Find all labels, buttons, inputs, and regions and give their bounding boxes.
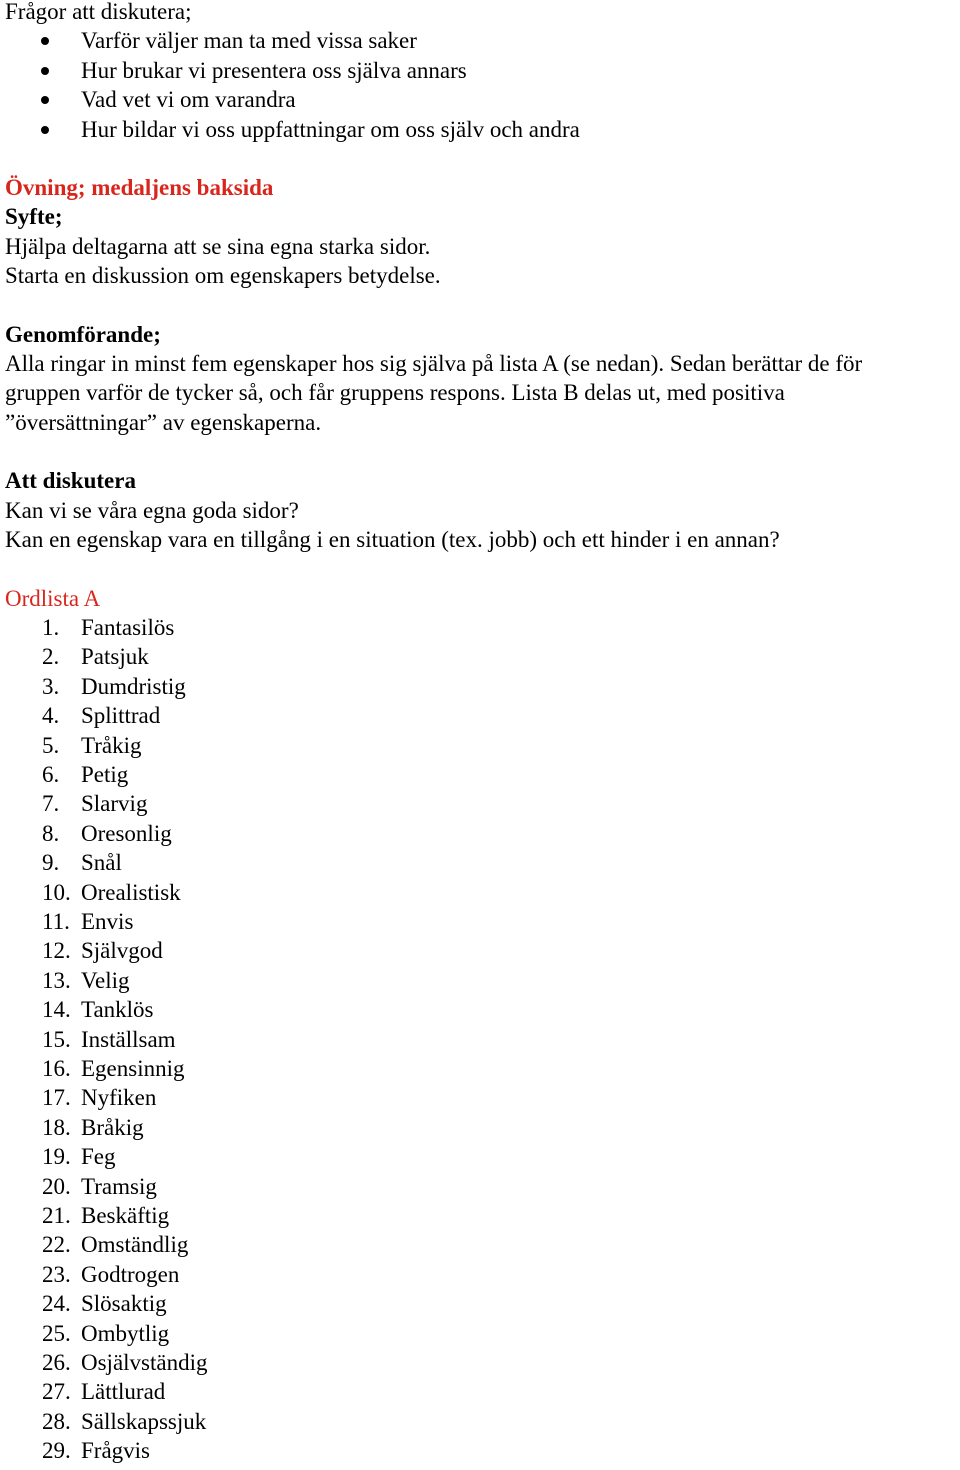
list-item-number: 8. — [42, 820, 60, 846]
list-item-word: Bråkig — [81, 1114, 144, 1140]
list-item-word: Inställsam — [81, 1026, 176, 1052]
list-item: Hur brukar vi presentera oss själva annars — [5, 56, 960, 85]
list-item-number: 7. — [42, 791, 60, 817]
list-item-number: 16. — [42, 1056, 71, 1081]
list-item — [5, 701, 960, 730]
list-item-number: 9. — [42, 850, 60, 876]
list-item — [5, 1083, 960, 1112]
list-item — [5, 1436, 960, 1465]
list-item-word: Godtrogen — [81, 1261, 180, 1287]
list-item-word: Feg — [81, 1144, 116, 1170]
list-item-number: 27. — [42, 1379, 71, 1405]
list-item — [5, 878, 960, 907]
list-item-number: 15. — [42, 1026, 71, 1052]
list-item — [5, 1230, 960, 1259]
list-item-number: 5. — [42, 732, 60, 758]
list-item-number: 20. — [42, 1173, 71, 1199]
wordlist-heading: Ordlista A — [5, 585, 101, 611]
list-item-word: Envis — [81, 908, 134, 934]
list-item-number: 3. — [42, 673, 60, 699]
list-item-word: Tramsig — [81, 1173, 157, 1199]
procedure-line: Alla ringar in minst fem egenskaper hos sig själva på lista A (se nedan). Sedan berättar de för — [5, 351, 863, 377]
bullet-icon — [41, 96, 49, 104]
list-item-word: Snål — [81, 850, 122, 876]
list-item — [5, 1113, 960, 1142]
list-item — [5, 789, 960, 818]
list-item-word: Lättlurad — [81, 1379, 166, 1405]
discuss-heading: Att diskutera — [5, 468, 136, 494]
list-item-word: Omständlig — [81, 1232, 189, 1258]
list-item — [5, 1319, 960, 1348]
list-item — [5, 760, 960, 789]
list-item-number: 6. — [42, 761, 60, 787]
list-item-word: Tråkig — [81, 732, 142, 758]
procedure-heading: Genomförande; — [5, 321, 161, 347]
list-item-number: 2. — [42, 644, 60, 670]
list-item-word: Fantasilös — [81, 614, 175, 640]
list-item-number: 4. — [42, 703, 60, 729]
list-item-word: Slösaktig — [81, 1291, 167, 1317]
list-item-number: 25. — [42, 1320, 71, 1346]
list-item-number: 23. — [42, 1261, 71, 1287]
list-item-word: Beskäftig — [81, 1203, 170, 1229]
spacer — [5, 144, 960, 173]
list-item — [5, 1377, 960, 1406]
list-item-word: Ombytlig — [81, 1320, 170, 1346]
list-item-word: Osjälvständig — [81, 1350, 208, 1376]
list-item — [5, 995, 960, 1024]
list-item — [5, 672, 960, 701]
list-item-word: Sällskapssjuk — [81, 1408, 207, 1434]
list-item-number: 21. — [42, 1203, 71, 1229]
list-item — [5, 848, 960, 877]
list-item: Varför väljer man ta med vissa saker — [5, 26, 960, 55]
list-item — [5, 731, 960, 760]
document-page — [5, 0, 960, 1466]
list-item-number: 29. — [42, 1438, 71, 1464]
list-item — [5, 907, 960, 936]
exercise-title: Övning; medaljens baksida — [5, 175, 274, 201]
list-item — [5, 966, 960, 995]
list-item-word: Nyfiken — [81, 1085, 157, 1111]
list-item-number: 26. — [42, 1350, 71, 1376]
list-item-word: Patsjuk — [81, 644, 149, 670]
list-item — [5, 1172, 960, 1201]
purpose-line: Starta en diskussion om egenskapers betydelse. — [5, 263, 441, 289]
list-item-word: Frågvis — [81, 1438, 150, 1464]
discuss-line: Kan vi se våra egna goda sidor? — [5, 497, 299, 523]
list-item: Vad vet vi om varandra — [5, 85, 960, 114]
list-item — [5, 1201, 960, 1230]
list-item-number: 14. — [42, 997, 71, 1023]
bullet-icon — [41, 67, 49, 75]
list-item-number: 24. — [42, 1291, 71, 1317]
purpose-line: Hjälpa deltagarna att se sina egna starka sidor. — [5, 233, 431, 259]
list-item — [5, 642, 960, 671]
list-item — [5, 819, 960, 848]
list-item-number: 12. — [42, 938, 71, 964]
list-item-number: 17. — [42, 1085, 71, 1111]
list-item — [5, 1142, 960, 1171]
list-item-number: 11. — [42, 908, 70, 934]
list-item-number: 18. — [42, 1114, 71, 1140]
list-item-word: Petig — [81, 761, 129, 787]
list-item-word: Orealistisk — [81, 879, 181, 905]
procedure-line: gruppen varför de tycker så, och får gruppens respons. Lista B delas ut, med positiva — [5, 380, 785, 406]
discuss-line: Kan en egenskap vara en tillgång i en situation (tex. jobb) och ett hinder i en annan? — [5, 527, 780, 553]
spacer — [5, 555, 960, 584]
list-item — [5, 1348, 960, 1377]
list-item-number: 19. — [42, 1144, 71, 1170]
purpose-heading: Syfte; — [5, 204, 63, 230]
list-item-number: 1. — [42, 614, 60, 640]
list-item — [5, 1054, 960, 1083]
list-item: Hur bildar vi oss uppfattningar om oss själv och andra — [5, 115, 960, 144]
questions-heading: Frågor att diskutera; — [5, 0, 192, 24]
list-item-word: Självgod — [81, 938, 163, 964]
bullet-icon — [41, 126, 49, 134]
list-item — [5, 1260, 960, 1289]
list-item-number: 22. — [42, 1232, 71, 1258]
list-item-word: Splittrad — [81, 703, 161, 729]
list-item-word: Slarvig — [81, 791, 148, 817]
list-item-word: Oresonlig — [81, 820, 172, 846]
list-item-word: Velig — [81, 967, 130, 993]
bullet-icon — [41, 37, 49, 45]
list-item-number: 28. — [42, 1408, 71, 1434]
list-item — [5, 1025, 960, 1054]
list-item-word: Egensinnig — [81, 1056, 185, 1081]
list-item-number: 10. — [42, 879, 71, 905]
list-item — [5, 613, 960, 642]
list-item — [5, 936, 960, 965]
list-item-word: Tanklös — [81, 997, 154, 1023]
list-item — [5, 1407, 960, 1436]
list-item — [5, 1289, 960, 1318]
list-item-number: 13. — [42, 967, 71, 993]
procedure-line: ”översättningar” av egenskaperna. — [5, 409, 322, 435]
spacer — [5, 291, 960, 320]
list-item-word: Dumdristig — [81, 673, 186, 699]
wordlist — [5, 613, 960, 1466]
questions-list — [5, 26, 960, 144]
spacer — [5, 437, 960, 466]
